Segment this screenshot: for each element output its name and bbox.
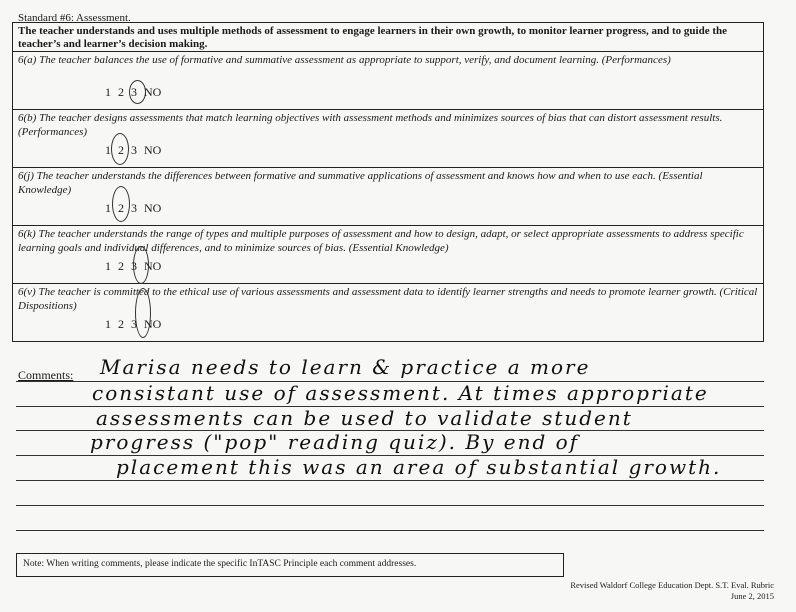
rating-2[interactable]: 2 bbox=[118, 85, 124, 99]
rubric-item-6b bbox=[13, 110, 763, 168]
rating-3[interactable]: 3 bbox=[131, 85, 137, 99]
selection-circle bbox=[112, 186, 130, 222]
comment-line bbox=[16, 530, 764, 531]
rating-scale bbox=[105, 317, 163, 332]
rating-no[interactable]: NO bbox=[144, 143, 162, 157]
handwritten-comment-line-4: progress ("pop" reading quiz). By end of bbox=[90, 430, 580, 454]
rating-no[interactable]: NO bbox=[144, 259, 162, 273]
rating-2[interactable]: 2 bbox=[118, 143, 124, 157]
note-box: Note: When writing comments, please indicate the specific InTASC Principle each comment addresses. bbox=[16, 553, 564, 577]
selection-circle bbox=[129, 80, 146, 104]
comment-line bbox=[16, 505, 764, 506]
selection-circle bbox=[133, 246, 149, 284]
rubric-item-6j bbox=[13, 168, 763, 226]
comments-label: Comments: bbox=[18, 368, 74, 382]
footer bbox=[570, 580, 774, 602]
rating-no[interactable]: NO bbox=[144, 317, 162, 331]
rating-no[interactable]: NO bbox=[144, 201, 162, 215]
footer-date: June 2, 2015 bbox=[730, 591, 774, 601]
selection-circle bbox=[135, 288, 151, 338]
rating-1[interactable]: 1 bbox=[105, 317, 111, 331]
rubric-table bbox=[12, 22, 764, 342]
rating-2[interactable]: 2 bbox=[118, 317, 124, 331]
rating-1[interactable]: 1 bbox=[105, 201, 111, 215]
rating-no[interactable]: NO bbox=[144, 85, 162, 99]
item-text: 6(a) The teacher balances the use of formative and summative assessment as appropriate to support, verify, and document learning. (Performances) bbox=[18, 54, 671, 66]
rating-1[interactable]: 1 bbox=[105, 259, 111, 273]
rubric-item-6a bbox=[13, 52, 763, 110]
rubric-item-6k bbox=[13, 226, 763, 284]
comment-line bbox=[16, 480, 764, 481]
standard-title: Standard #6: Assessment. bbox=[18, 12, 131, 24]
rating-3[interactable]: 3 bbox=[131, 201, 137, 215]
rating-2[interactable]: 2 bbox=[118, 259, 124, 273]
footer-revision: Revised Waldorf College Education Dept. S.T. Eval. Rubric bbox=[570, 580, 774, 590]
handwritten-comment-line-5: placement this was an area of substantial growth. bbox=[116, 455, 722, 479]
handwritten-comment-line-2: consistant use of assessment. At times appropriate bbox=[92, 381, 709, 405]
item-text: 6(b) The teacher designs assessments that match learning objectives with assessment methods and minimizes sources of bias that can distort assessment results. (Performances) bbox=[18, 112, 723, 138]
item-text: 6(v) The teacher is committed to the ethical use of various assessments and assessment data to identify learner strengths and needs to promote learner growth. (Critical Dispositions) bbox=[18, 286, 758, 312]
rating-3[interactable]: 3 bbox=[131, 143, 137, 157]
selection-circle bbox=[111, 133, 129, 165]
rating-1[interactable]: 1 bbox=[105, 143, 111, 157]
rating-1[interactable]: 1 bbox=[105, 85, 111, 99]
rating-3[interactable]: 3 bbox=[131, 317, 137, 331]
standard-description: The teacher understands and uses multiple methods of assessment to engage learners in their own growth, to monitor learner progress, and to guide the teacher’s and learner’s decision making. bbox=[13, 23, 763, 52]
handwritten-comment-line-3: assessments can be used to validate student bbox=[96, 406, 633, 430]
item-text: 6(k) The teacher understands the range of types and multiple purposes of assessment and how to design, adapt, or select appropriate assessments to address specific learning goals and individual differences, and to minimize sources of bias. (Essential Knowledge) bbox=[18, 228, 744, 254]
rating-2[interactable]: 2 bbox=[118, 201, 124, 215]
handwritten-comment-line-1: Marisa needs to learn & practice a more bbox=[100, 355, 591, 379]
item-text: 6(j) The teacher understands the differences between formative and summative applications of assessment and knows how and when to use each. (Essential Knowledge) bbox=[18, 170, 703, 196]
rating-3[interactable]: 3 bbox=[131, 259, 137, 273]
rubric-item-6v bbox=[13, 284, 763, 342]
